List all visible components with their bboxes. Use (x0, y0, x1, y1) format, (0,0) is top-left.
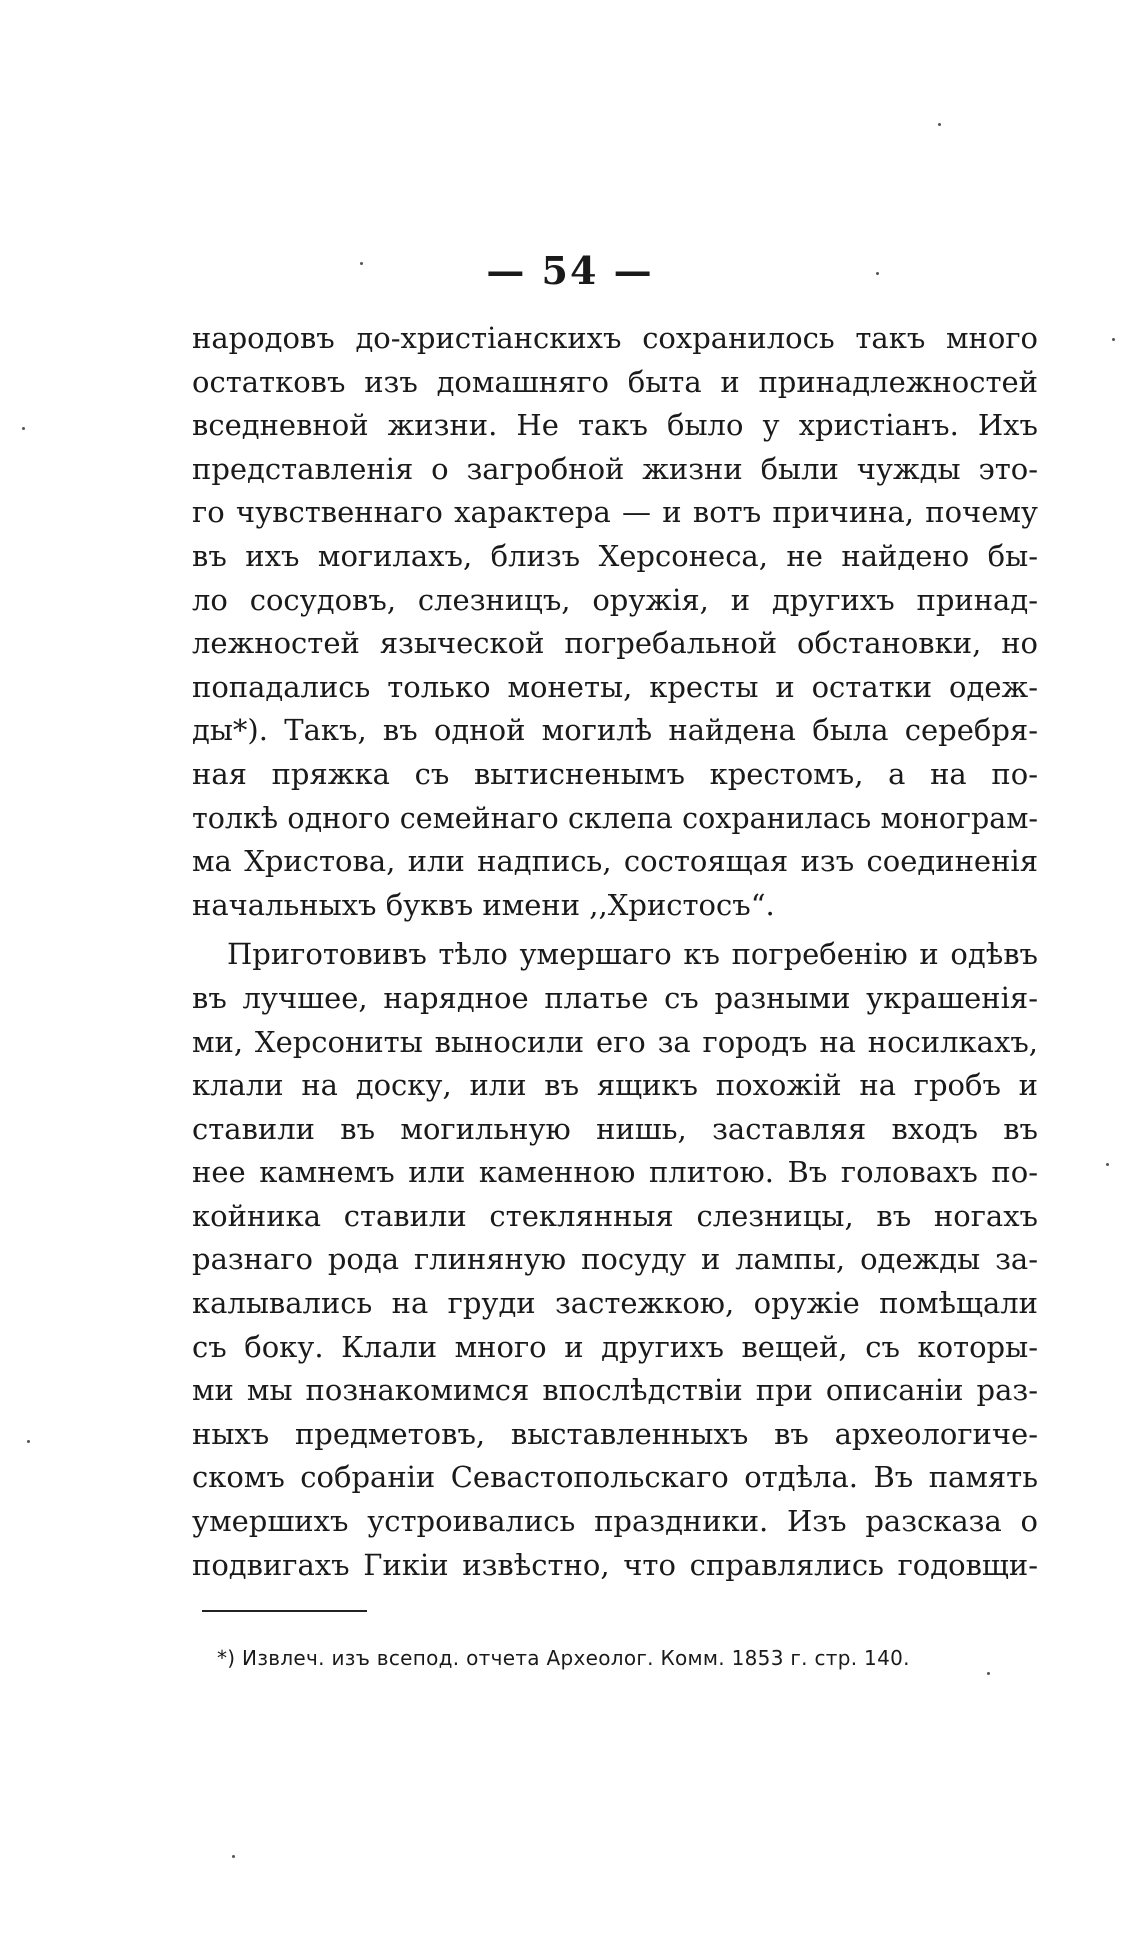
text-line: толкѣ одного семейнаго склепа сохранилась монограм- (192, 801, 1038, 835)
scan-speck (1106, 1163, 1109, 1166)
scan-speck (360, 262, 363, 265)
text-line: калывались на груди застежкою, оружіе помѣщали (192, 1286, 1038, 1321)
text-line: начальныхъ буквъ имени ,,Христосъ“. (192, 887, 775, 922)
scan-speck (938, 123, 941, 126)
scan-speck (27, 1440, 30, 1443)
footnote: *) Извлеч. изъ всепод. отчета Археолог. Комм. 1853 г. стр. 140. (217, 1646, 910, 1670)
text-line: клали на доску, или въ ящикъ похожій на гробъ и (192, 1068, 1038, 1103)
text-line: койника ставили стеклянныя слезницы, въ ногахъ (192, 1198, 1038, 1233)
text-line: съ боку. Клали много и другихъ вещей, съ которы- (192, 1329, 1038, 1364)
text-line: го чувственнаго характера — и вотъ причина, почему (192, 495, 1038, 530)
text-line: Приготовивъ тѣло умершаго къ погребенію и одѣвъ (227, 937, 1038, 972)
text-line: въ лучшее, нарядное платье съ разными украшенія- (192, 980, 1038, 1015)
text-line: попадались только монеты, кресты и остатки одеж- (192, 669, 1038, 704)
paragraph-2 (192, 933, 1038, 1587)
text-line: народовъ до-христіанскихъ сохранилось такъ много (192, 321, 1038, 355)
scan-speck (22, 427, 25, 430)
text-line: ды*). Такъ, въ одной могилѣ найдена была серебря- (192, 713, 1038, 748)
scan-speck (232, 1855, 235, 1858)
text-line: нее камнемъ или каменною плитою. Въ головахъ по- (192, 1155, 1038, 1190)
body-text (192, 317, 1038, 1587)
text-line: представленія о загробной жизни были чужды это- (192, 451, 1038, 486)
scan-speck (876, 272, 879, 275)
scan-speck (987, 1672, 990, 1675)
text-line: умершихъ устроивались праздники. Изъ разсказа о (192, 1504, 1038, 1539)
text-line: ми мы познакомимся впослѣдствіи при описаніи раз- (192, 1373, 1038, 1408)
text-line: вседневной жизни. Не такъ было у христіанъ. Ихъ (192, 408, 1038, 443)
text-line: остатковъ изъ домашняго быта и принадлежностей (192, 364, 1038, 399)
scan-speck (1112, 338, 1115, 341)
text-line: ло сосудовъ, слезницъ, оружія, и другихъ принад- (192, 582, 1038, 617)
text-line: ма Христова, или надпись, состоящая изъ соединенія (192, 844, 1038, 879)
text-line: ми, Херсониты выносили его за городъ на носилкахъ, (192, 1024, 1038, 1059)
text-line: разнаго рода глиняную посуду и лампы, одежды за- (192, 1242, 1038, 1277)
text-line: ныхъ предметовъ, выставленныхъ въ археологиче- (192, 1416, 1038, 1451)
text-line: ставили въ могильную нишь, заставляя входъ въ (192, 1111, 1038, 1146)
page-number: — 54 — (486, 248, 654, 293)
text-line: подвигахъ Гикіи извѣстно, что справлялись годовщи- (192, 1547, 1038, 1582)
text-line: въ ихъ могилахъ, близъ Херсонеса, не найдено бы- (192, 538, 1038, 573)
text-line: лежностей языческой погребальной обстановки, но (192, 626, 1038, 661)
text-line: ная пряжка съ вытисненымъ крестомъ, а на по- (192, 756, 1038, 791)
footnote-divider (202, 1610, 367, 1612)
paragraph-1 (192, 317, 1038, 927)
text-line: скомъ собраніи Севастопольскаго отдѣла. Въ память (192, 1460, 1038, 1495)
